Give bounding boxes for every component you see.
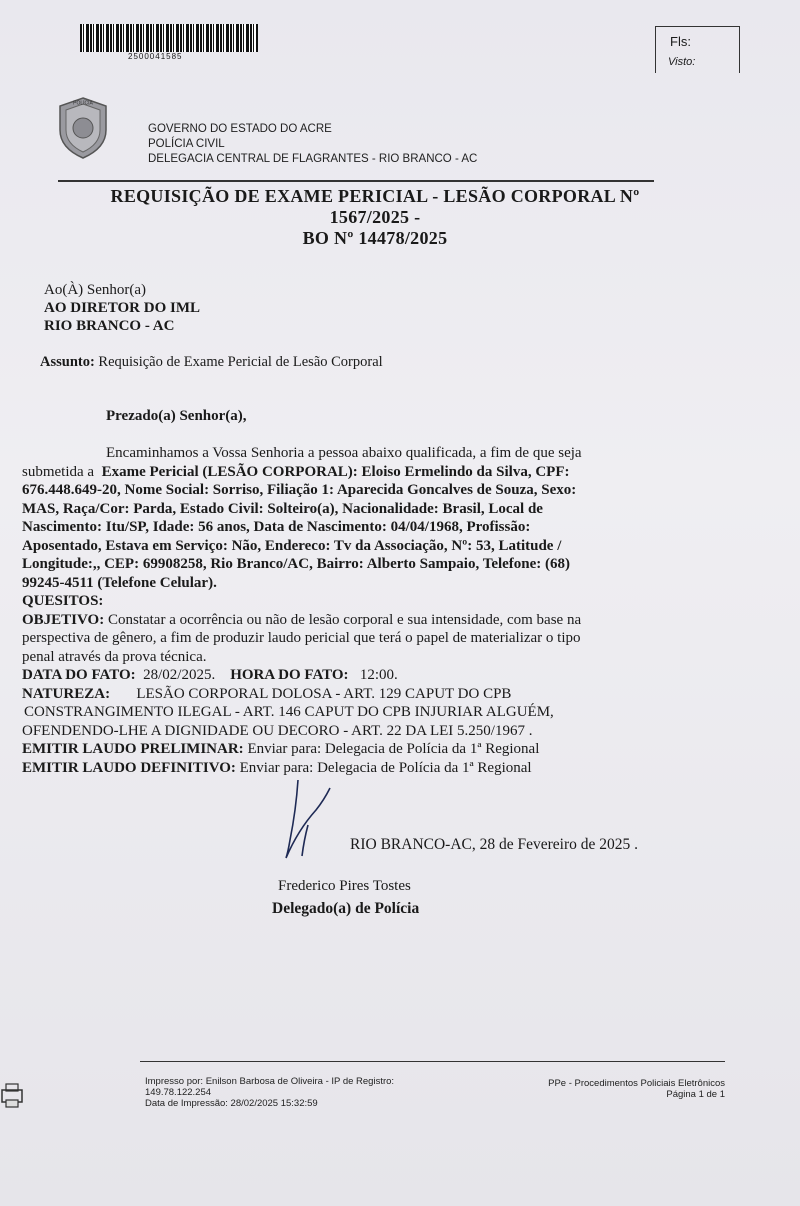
laudo-preliminar: EMITIR LAUDO PRELIMINAR: Enviar para: Delegacia de Polícia da 1ª Regional [22, 741, 540, 757]
seal-text: POLÍCIA [73, 100, 93, 107]
addressee-name: AO DIRETOR DO IML [44, 300, 200, 316]
header-government: GOVERNO DO ESTADO DO ACRE [148, 123, 332, 135]
document-title [60, 186, 690, 249]
body-line: Nascimento: Itu/SP, Idade: 56 anos, Data de Nascimento: 04/04/1968, Profissão: [22, 519, 531, 535]
body-line: 676.448.649-20, Nome Social: Sorriso, Filiação 1: Aparecida Goncalves de Souza, Sexo: [22, 482, 577, 498]
laudo-definitivo: EMITIR LAUDO DEFINITIVO: Enviar para: Delegacia de Polícia da 1ª Regional [22, 759, 532, 776]
objetivo-line: perspectiva de gênero, a fim de produzir laudo pericial que terá o papel de materializar o tipo [22, 630, 581, 646]
addressee-block [44, 281, 200, 335]
folio-label: Fls: [670, 34, 691, 49]
natureza-line: OFENDENDO-LHE A DIGNIDADE OU DECORO - ART. 22 DA LEI 5.250/1967 . [22, 722, 533, 739]
footer-divider [140, 1061, 725, 1062]
title-line-2: 1567/2025 - [329, 207, 421, 227]
quesitos-heading: QUESITOS: [22, 593, 104, 609]
title-line-3: BO Nº 14478/2025 [302, 228, 448, 248]
document-body [22, 444, 702, 777]
footer-ip: 149.78.122.254 [145, 1087, 212, 1098]
addressee-salutation: Ao(À) Senhor(a) [44, 282, 147, 298]
addressee-city: RIO BRANCO - AC [44, 318, 175, 334]
signer-name: Frederico Pires Tostes [278, 878, 411, 894]
footer-system: PPe - Procedimentos Policiais Eletrônicos [548, 1078, 725, 1089]
body-line: MAS, Raça/Cor: Parda, Estado Civil: Solteiro(a), Nacionalidade: Brasil, Local de [22, 500, 543, 517]
natureza-line: NATUREZA: LESÃO CORPORAL DOLOSA - ART. 129 CAPUT DO CPB [22, 685, 512, 702]
objetivo-line: penal através da prova técnica. [22, 648, 207, 665]
footer-print-info [145, 1076, 394, 1109]
signer-role: Delegado(a) de Polícia [272, 900, 420, 917]
footer-page: Página 1 de 1 [666, 1089, 725, 1100]
header-divider [58, 180, 654, 182]
body-line: submetida a Exame Pericial (LESÃO CORPORAL): Eloiso Ermelindo da Silva, CPF: [22, 463, 570, 480]
greeting: Prezado(a) Senhor(a), [106, 408, 247, 424]
city-date: RIO BRANCO-AC, 28 de Fevereiro de 2025 . [350, 836, 639, 853]
barcode [80, 24, 258, 52]
header-delegacia: DELEGACIA CENTRAL DE FLAGRANTES - RIO BRANCO - AC [148, 153, 478, 165]
title-line-1: REQUISIÇÃO DE EXAME PERICIAL - LESÃO CORPORAL Nº [110, 186, 640, 206]
barcode-number: 2500041585 [128, 52, 183, 61]
body-line: Longitude:,, CEP: 69908258, Rio Branco/AC, Bairro: Alberto Sampaio, Telefone: (68) [22, 556, 571, 572]
subject-line [40, 354, 383, 371]
handwritten-signature [268, 770, 358, 865]
institution-header [148, 122, 477, 167]
natureza-line: CONSTRANGIMENTO ILEGAL - ART. 146 CAPUT DO CPB INJURIAR ALGUÉM, [24, 704, 554, 720]
body-line: Encaminhamos a Vossa Senhoria a pessoa abaixo qualificada, a fim de que seja [106, 445, 582, 461]
objetivo-line: OBJETIVO: Constatar a ocorrência ou não de lesão corporal e sua intensidade, com base na [22, 611, 582, 628]
footer-system-info [500, 1078, 725, 1100]
subject-text: Requisição de Exame Pericial de Lesão Corporal [98, 354, 383, 370]
visto-label: Visto: [668, 56, 696, 68]
footer-print-date: Data de Impressão: 28/02/2025 15:32:59 [145, 1098, 318, 1109]
subject-label: Assunto: [40, 354, 95, 370]
fact-date-time: DATA DO FATO: 28/02/2025. HORA DO FATO: 12:00. [22, 667, 398, 683]
print-icon [0, 1080, 26, 1110]
header-police: POLÍCIA CIVIL [148, 138, 225, 150]
body-line: Aposentado, Estava em Serviço: Não, Endereco: Tv da Associação, Nº: 53, Latitude / [22, 537, 562, 554]
body-line: 99245-4511 (Telefone Celular). [22, 574, 217, 591]
police-badge-icon [54, 96, 112, 160]
footer-printed-by: Impresso por: Enilson Barbosa de Oliveira - IP de Registro: [145, 1076, 395, 1087]
